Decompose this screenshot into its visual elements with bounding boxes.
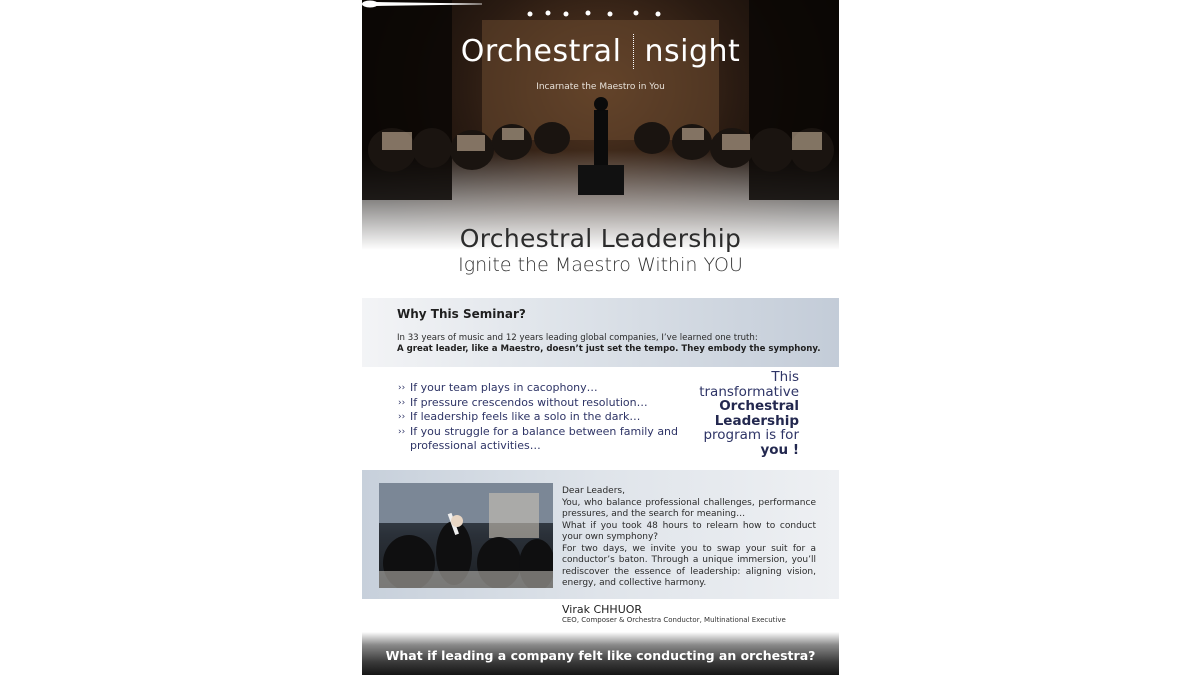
why-text-line1: In 33 years of music and 12 years leading global companies, I’ve learned one truth: [397,333,758,343]
letter-paragraph: What if you took 48 hours to relearn how to conduct your own symphony? [562,520,816,542]
pain-points-list [398,381,678,454]
page-title: Orchestral Leadership [459,224,742,253]
list-item: ›› If your team plays in cacophony… [398,381,598,394]
conductor-photo [379,483,553,588]
brand-part2: nsight [644,34,741,69]
why-title: Why This Seminar? [397,307,526,321]
chevron-right-icon: ›› [398,412,406,422]
signer-name: Virak CHHUOR [562,603,643,616]
footer-banner [362,632,839,675]
brand-i-mark [633,34,644,69]
tagline: Incarnate the Maestro in You [536,82,665,92]
why-seminar-section [362,298,839,367]
footer-question: What if leading a company felt like conducting an orchestra? [385,648,816,663]
letter-section [362,470,839,599]
brand-logo-text [362,34,839,69]
chevron-right-icon: ›› [398,383,406,393]
signer-role: CEO, Composer & Orchestra Conductor, Multinational Executive [562,616,786,624]
brand-part1: Orchestral [460,34,632,69]
letter-paragraph: For two days, we invite you to swap your suit for a conductor’s baton. Through a unique immersion, you’ll rediscover the essence of leadership: aligning vision, energy, and collective harmony. [562,543,816,588]
chevron-right-icon: ›› [398,397,406,408]
why-text-line2: A great leader, like a Maestro, doesn’t just set the tempo. They embody the symphony. [397,344,821,354]
list-item: ›› If leadership feels like a solo in the dark… [398,410,641,423]
letter-text [562,486,816,590]
letter-greeting: Dear Leaders, [562,486,625,496]
chevron-right-icon: ›› [398,426,406,437]
list-item: ›› If you struggle for a balance between family and professional activities… [398,424,679,452]
baton-icon [362,0,482,8]
hero-section [362,0,839,290]
page-subtitle: Ignite the Maestro Within YOU [458,254,743,276]
letter-paragraph: You, who balance professional challenges, performance pressures, and the search for meaning… [562,497,816,519]
seminar-poster [362,0,839,675]
list-item: ›› If pressure crescendos without resolution… [398,395,648,409]
program-callout: This transformative Orchestral Leadership program is for you ! [699,369,799,458]
